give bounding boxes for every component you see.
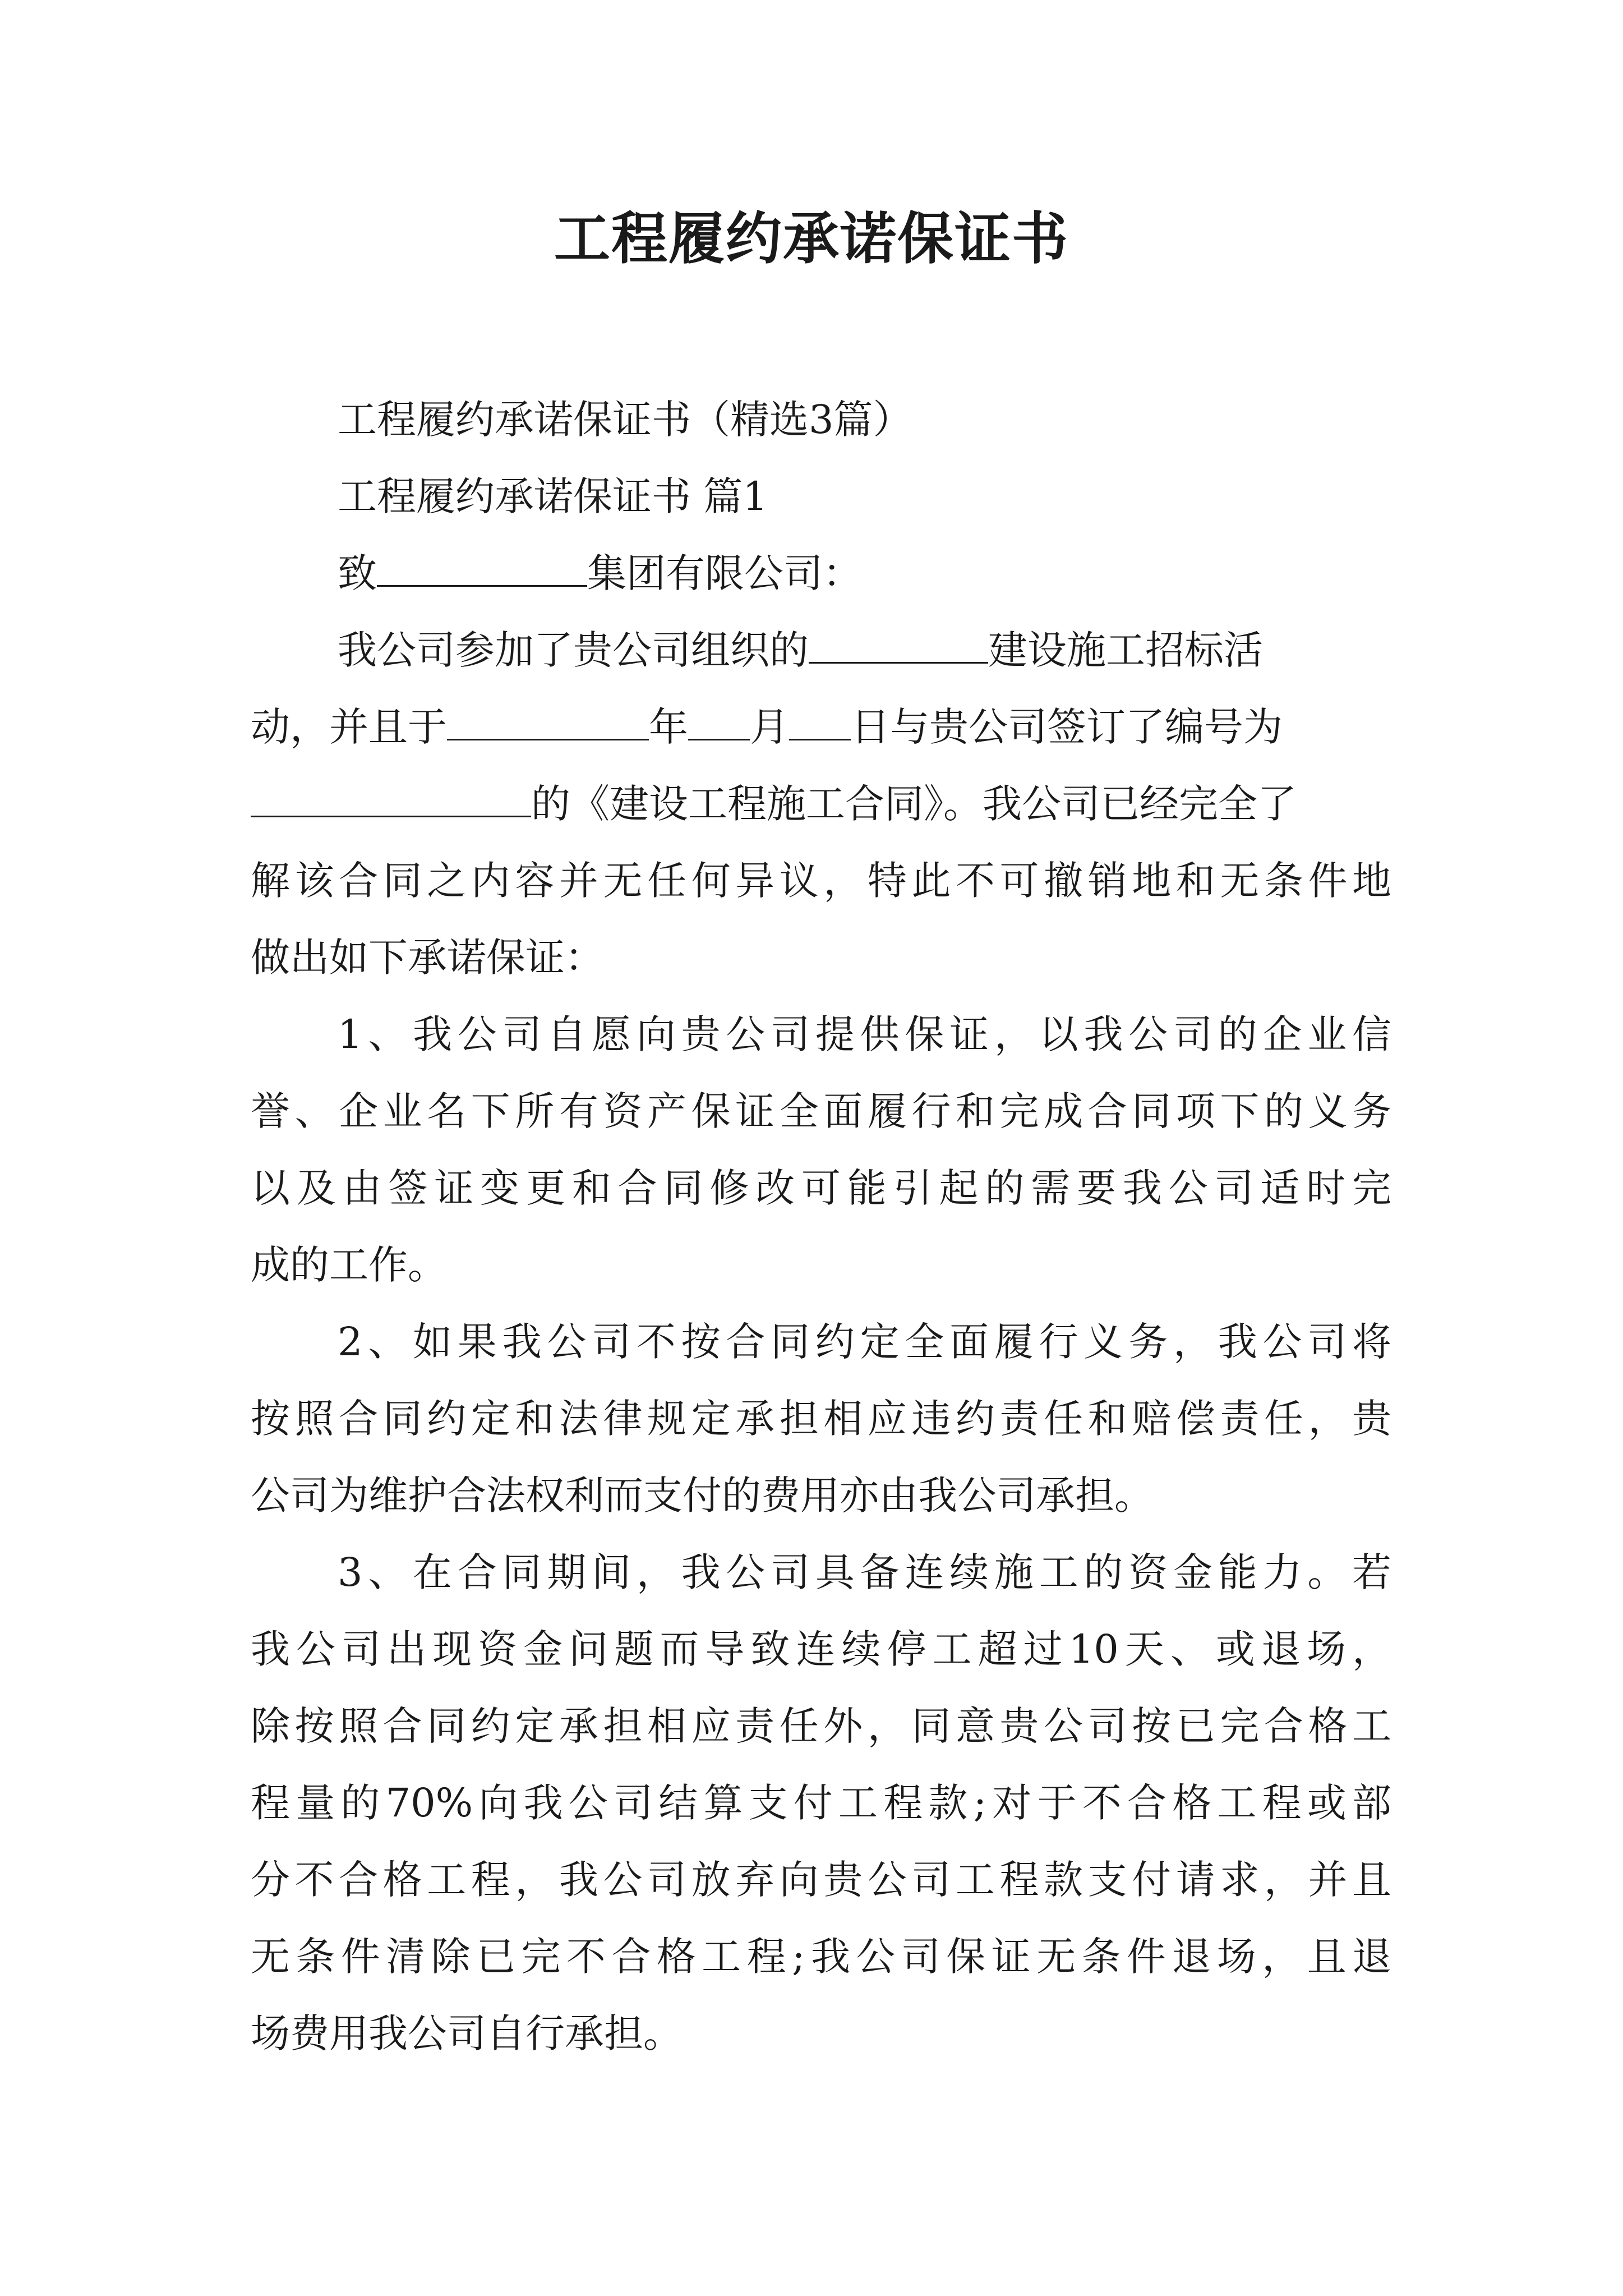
intro-line-2	[251, 689, 1391, 766]
addressee-suffix: 集团有限公司：	[587, 550, 862, 596]
item1-line: 誉、企业名下所有资产保证全面履行和完成合同项下的义务	[251, 1088, 1391, 1134]
intro-line-3	[251, 766, 1391, 843]
item2-line: 2、如果我公司不按合同约定全面履行义务，我公司将	[338, 1319, 1391, 1365]
section-heading: 工程履约承诺保证书 篇1	[338, 473, 768, 519]
intro-line-4: 解该合同之内容并无任何异议，特此不可撤销地和无条件地	[251, 858, 1391, 904]
intro-line-1-start: 我公司参加了贵公司组织的	[338, 627, 809, 673]
item1-line: 以及由签证变更和合同修改可能引起的需要我公司适时完	[251, 1165, 1391, 1211]
intro-line-2-end: 日与贵公司签订了编号为	[851, 704, 1283, 750]
project-name-blank	[809, 623, 988, 664]
item3-line: 无条件清除已完不合格工程;我公司保证无条件退场，且退	[251, 1934, 1391, 1980]
document-title: 工程履约承诺保证书	[554, 205, 1069, 272]
item3-line: 程量的70%向我公司结算支付工程款;对于不合格工程或部	[251, 1780, 1391, 1826]
item3-line: 除按照合同约定承担相应责任外，同意贵公司按已完合格工	[251, 1703, 1391, 1749]
addressee-blank	[377, 546, 587, 587]
year-label: 年	[649, 704, 688, 750]
addressee-prefix: 致	[338, 550, 377, 596]
item2-line: 按照合同约定和法律规定承担相应违约责任和赔偿责任，贵	[251, 1396, 1391, 1442]
intro-line-2-start: 动，并且于	[251, 704, 447, 750]
month-blank	[688, 700, 750, 740]
day-blank	[789, 700, 851, 740]
item2-line: 公司为维护合法权利而支付的费用亦由我公司承担。	[251, 1473, 1154, 1519]
addressee-line	[251, 535, 1391, 612]
item3-line: 场费用我公司自行承担。	[251, 2010, 683, 2056]
document-subtitle: 工程履约承诺保证书（精选3篇）	[338, 397, 912, 443]
intro-line-3-end: 的《建设工程施工合同》。我公司已经完全了	[531, 781, 1297, 827]
intro-line-1-end: 建设施工招标活	[988, 627, 1263, 673]
document-body	[251, 381, 1391, 2072]
item3-line: 我公司出现资金问题而导致连续停工超过10天、或退场，	[251, 1626, 1391, 1672]
intro-line-1	[251, 612, 1391, 689]
item3-line: 3、在合同期间，我公司具备连续施工的资金能力。若	[338, 1549, 1391, 1595]
contract-number-blank	[251, 776, 531, 817]
item3-line: 分不合格工程，我公司放弃向贵公司工程款支付请求，并且	[251, 1857, 1391, 1903]
item1-line: 1、我公司自愿向贵公司提供保证，以我公司的企业信	[338, 1011, 1391, 1057]
year-blank	[447, 700, 649, 740]
month-label: 月	[750, 704, 789, 750]
item1-line: 成的工作。	[251, 1242, 447, 1288]
intro-line-5: 做出如下承诺保证：	[251, 935, 604, 981]
